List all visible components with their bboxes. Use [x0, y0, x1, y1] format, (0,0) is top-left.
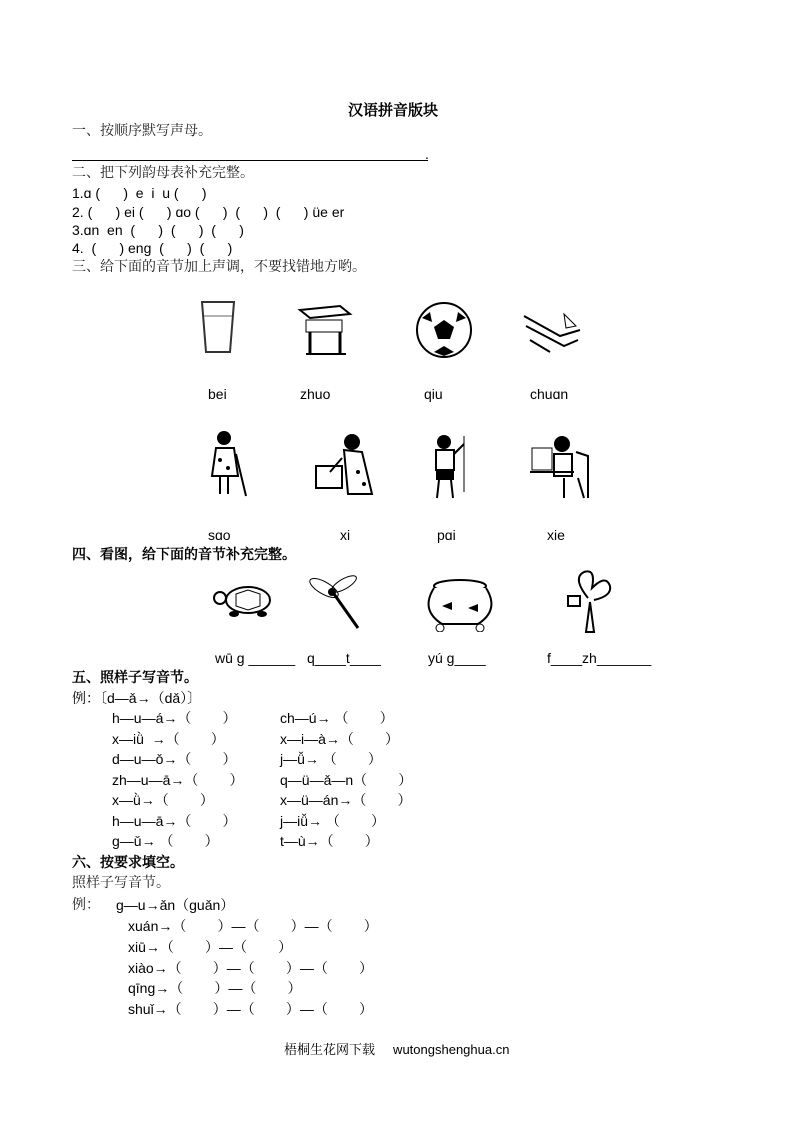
page-title: 汉语拼音版块 [348, 101, 439, 119]
split-syllable-exercise[interactable]: xiū→（ ）—（ ） [128, 938, 293, 955]
syllable-label: qiu [424, 386, 443, 402]
syllable-exercise[interactable]: q—ü—ǎ—n（ ） [280, 771, 413, 788]
boy-writing-icon [528, 432, 592, 500]
vowel-row: 4. ( ) eng ( ) ( ) [72, 240, 233, 256]
syllable-label: pɑi [437, 527, 456, 543]
turtle-icon [212, 580, 278, 620]
syllable-exercise[interactable]: ch—ú→ （ ） [280, 710, 394, 726]
syllable-exercise[interactable]: d—u—ǒ→（ ） [112, 751, 237, 767]
desk-icon [296, 300, 354, 358]
syllable-exercise[interactable]: t—ù→（ ） [280, 833, 379, 849]
syllable-label: chuɑn [530, 386, 569, 402]
soccer-ball-icon [414, 300, 474, 360]
syllable-label: zhuo [300, 386, 331, 402]
section-2-heading: 二、把下列韵母表补充完整。 [72, 165, 254, 181]
syllable-exercise[interactable]: x—i—à→（ ） [280, 730, 400, 747]
footer: 梧桐生花网下载 wutongshenghua.cn [284, 1042, 510, 1057]
split-syllable-exercise[interactable]: xuán→（ ）—（ ）—（ ） [128, 918, 378, 934]
example: 例：〔d—ǎ→（dǎ）〕 [72, 690, 202, 706]
fill-syllable[interactable]: f____zh_______ [547, 650, 652, 666]
example: g—u→ǎn（guǎn） [116, 897, 235, 913]
fill-syllable[interactable]: wū g ______ [215, 650, 296, 666]
syllable-exercise[interactable]: h—u—á→（ ） [112, 710, 237, 726]
syllable-exercise[interactable]: h—u—ā→（ ） [112, 812, 237, 829]
syllable-label: xi [340, 527, 351, 543]
boat-icon [520, 306, 584, 358]
glass-icon [198, 298, 238, 356]
section-6-heading: 六、按要求填空。 [72, 855, 184, 871]
section-1-heading: 一、按顺序默写声母。 [72, 123, 212, 139]
fishbowl-icon [418, 576, 502, 632]
end-mark: . [425, 146, 429, 162]
vowel-row: 3.ɑn en ( ) ( ) ( ) [72, 222, 244, 238]
syllable-exercise[interactable]: j—ǚ→ （ ） [280, 751, 382, 767]
syllable-exercise[interactable]: x—ǜ→（ ） [112, 792, 214, 808]
section-3-heading: 三、给下面的音节加上声调，不要找错地方哟。 [72, 259, 366, 275]
section-5-heading: 五、照样子写音节。 [72, 670, 198, 686]
section-4-heading: 四、看图，给下面的音节补充完整。 [72, 547, 296, 563]
syllable-label: bei [208, 386, 227, 402]
syllable-exercise[interactable]: zh—u—ā→（ ） [112, 771, 244, 788]
example-label: 例： [72, 897, 100, 913]
girl-washing-icon [306, 432, 378, 498]
boy-clapping-icon [424, 432, 468, 500]
girl-sweeping-icon [206, 428, 250, 500]
syllable-exercise[interactable]: x—ü—án→（ ） [280, 792, 412, 808]
split-syllable-exercise[interactable]: shuǐ→（ ）—（ ）—（ ） [128, 1001, 374, 1018]
syllable-exercise[interactable]: x—iǜ →（ ） [112, 730, 225, 747]
fill-syllable[interactable]: q____t____ [307, 650, 381, 666]
dragonfly-icon [306, 574, 368, 630]
split-syllable-exercise[interactable]: xiào→（ ）—（ ）—（ ） [128, 959, 374, 976]
syllable-label: xie [547, 527, 565, 543]
syllable-label: sɑo [208, 527, 231, 543]
syllable-exercise[interactable]: g—ǔ→ （ ） [112, 833, 219, 849]
fill-syllable[interactable]: yú g____ [428, 650, 486, 666]
vowel-row: 1.ɑ ( ) e i u ( ) [72, 185, 207, 201]
vowel-row: 2. ( ) ei ( ) ɑo ( ) ( ) ( ) üe er [72, 204, 345, 220]
answer-line [72, 160, 428, 161]
instruction: 照样子写音节。 [72, 875, 170, 891]
split-syllable-exercise[interactable]: qīng→（ ）—（ ） [128, 980, 302, 997]
syllable-exercise[interactable]: j—iǚ→ （ ） [280, 812, 386, 829]
flower-icon [562, 568, 618, 636]
